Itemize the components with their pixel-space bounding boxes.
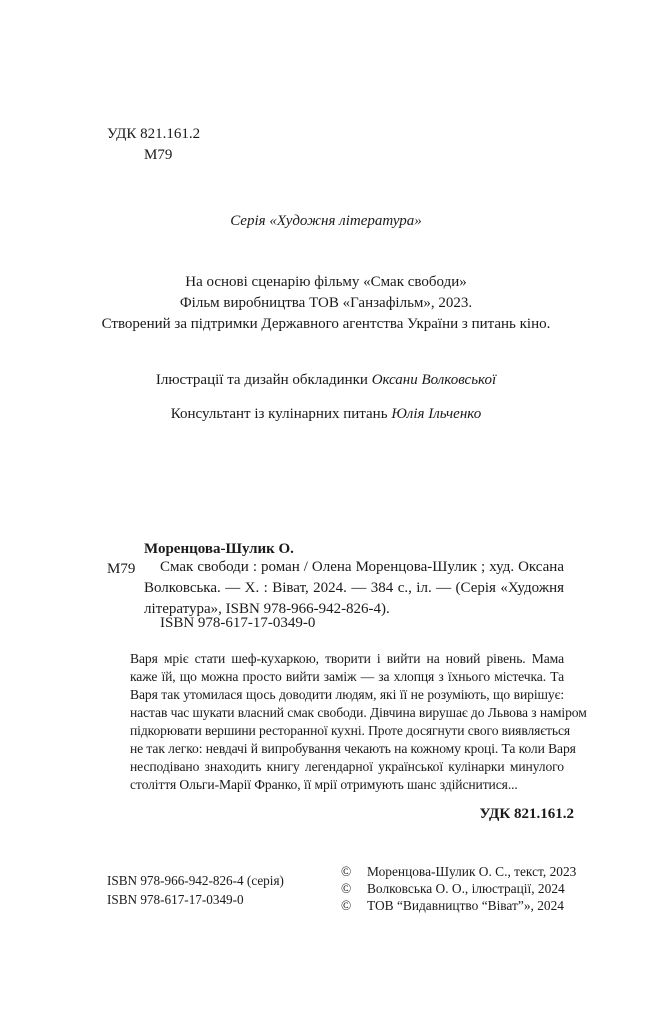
copyright-text: ТОВ “Видавництво “Віват”», 2024 <box>367 898 565 913</box>
consultant-name: Юлія Ільченко <box>391 406 482 422</box>
isbn-book: ISBN 978-617-17-0349-0 <box>107 892 244 907</box>
catalog-description-line: Смак свободи : роман / Олена Моренцова-Шулик ; худ. Оксана <box>160 559 564 575</box>
catalog-author-heading: Моренцова-Шулик О. <box>144 541 294 557</box>
copyright-line <box>341 897 564 914</box>
consultant-label: Консультант із кулінарних питань <box>170 406 388 422</box>
isbn-series: ISBN 978-966-942-826-4 (серія) <box>107 873 284 888</box>
annotation-line: несподівано знаходить книгу легендарної української кулінарки минулого <box>130 759 564 774</box>
annotation-line: Варя мріє стати шеф-кухаркою, творити і вийти на новий рівень. Мама <box>130 651 564 666</box>
copyright-text: Моренцова-Шулик О. С., текст, 2023 <box>367 864 577 879</box>
copyright-icon: © <box>341 898 352 913</box>
udk-bottom: УДК 821.161.2 <box>479 806 574 822</box>
copyright-icon: © <box>341 881 352 896</box>
film-info-line: Створений за підтримки Державного агентства України з питань кіно. <box>101 316 551 332</box>
udk-code: УДК 821.161.2 <box>107 126 201 142</box>
film-info-line: Фільм виробництва ТОВ «Ганзафільм», 2023. <box>179 295 473 311</box>
catalog-description-line: Волковська. — Х. : Віват, 2024. — 384 с., іл. — (Серія «Художня <box>144 580 564 596</box>
consultant-credit <box>0 405 652 423</box>
copyright-line <box>341 880 565 897</box>
annotation-line: Варя так утомилася щось доводити людям, які її не розуміють, що вирішує: <box>130 687 564 702</box>
catalog-mark: М79 <box>107 561 136 577</box>
annotation-line: настав час шукати власний смак свободи. Дівчина вирушає до Львова з наміром <box>130 705 587 720</box>
annotation-line: підкорювати вершини ресторанної кухні. Проте досягнути свого виявляється <box>130 723 571 738</box>
annotation-line: каже їй, що можна просто вийти заміж — за хлопця з їхнього містечка. Та <box>130 669 564 684</box>
illustrations-label: Ілюстрації та дизайн обкладинки <box>155 372 368 388</box>
annotation-line: не так легко: невдачі й випробування чекають на кожному кроці. Та коли Варя <box>130 741 576 756</box>
film-info-line: На основі сценарію фільму «Смак свободи» <box>185 274 467 290</box>
catalog-description-line: література», ISBN 978-966-942-826-4). <box>144 601 390 617</box>
series-title: Серія «Художня література» <box>230 213 422 229</box>
illustrations-credit <box>0 371 652 389</box>
copyright-text: Волковська О. О., ілюстрації, 2024 <box>367 881 565 896</box>
catalog-isbn: ISBN 978-617-17-0349-0 <box>160 615 316 631</box>
copyright-line <box>341 863 576 880</box>
illustrations-name: Оксани Волковської <box>371 372 497 388</box>
copyright-icon: © <box>341 864 352 879</box>
author-mark: М79 <box>144 147 173 163</box>
annotation-line: століття Ольги-Марії Франко, її мрії отримують шанс здійснитися... <box>130 777 518 792</box>
